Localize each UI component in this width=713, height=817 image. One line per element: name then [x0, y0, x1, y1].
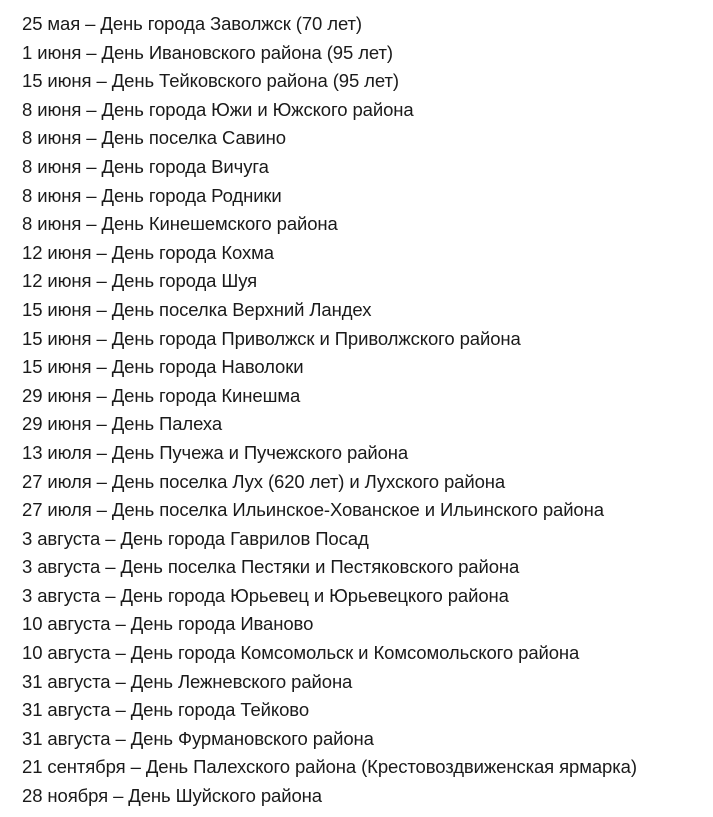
event-line: 10 августа – День города Иваново [22, 613, 314, 635]
event-line: 3 августа – День города Гаврилов Посад [22, 527, 369, 549]
event-line: 29 июня – День Палеха [22, 413, 223, 435]
event-line: 27 июля – День поселка Лух (620 лет) и Лухского района [22, 470, 506, 492]
event-line: 8 июня – День города Южи и Южского района [22, 98, 414, 120]
event-line: 27 июля – День поселка Ильинское-Хованское и Ильинского района [22, 499, 604, 521]
event-line: 12 июня – День города Кохма [22, 241, 274, 263]
event-line: 31 августа – День города Тейково [22, 699, 310, 721]
event-line: 3 августа – День города Юрьевец и Юрьевецкого района [22, 584, 509, 606]
event-line: 25 мая – День города Заволжск (70 лет) [22, 13, 362, 34]
event-line: 15 июня – День поселка Верхний Ландех [22, 298, 372, 320]
events-list [22, 10, 707, 811]
event-line: 3 августа – День поселка Пестяки и Пестяковского района [22, 556, 520, 578]
event-line: 8 июня – День города Вичуга [22, 155, 269, 177]
event-line: 31 августа – День Фурмановского района [22, 727, 374, 749]
event-line: 8 июня – День Кинешемского района [22, 213, 338, 235]
event-line: 15 июня – День города Наволоки [22, 356, 304, 378]
event-line: 31 августа – День Лежневского района [22, 670, 353, 692]
event-line: 13 июля – День Пучежа и Пучежского района [22, 441, 409, 463]
event-line: 28 ноября – День Шуйского района [22, 785, 322, 807]
event-line: 1 июня – День Ивановского района (95 лет) [22, 41, 393, 63]
event-line: 8 июня – День города Родники [22, 184, 282, 206]
event-line: 8 июня – День поселка Савино [22, 127, 286, 149]
event-line: 10 августа – День города Комсомольск и Комсомольского района [22, 642, 580, 664]
event-line: 21 сентября – День Палехского района (Крестовоздвиженская ярмарка) [22, 756, 637, 778]
event-line: 29 июня – День города Кинешма [22, 384, 301, 406]
event-line: 12 июня – День города Шуя [22, 270, 258, 292]
event-line: 15 июня – День города Приволжск и Приволжского района [22, 327, 521, 349]
event-line: 15 июня – День Тейковского района (95 лет) [22, 70, 399, 92]
